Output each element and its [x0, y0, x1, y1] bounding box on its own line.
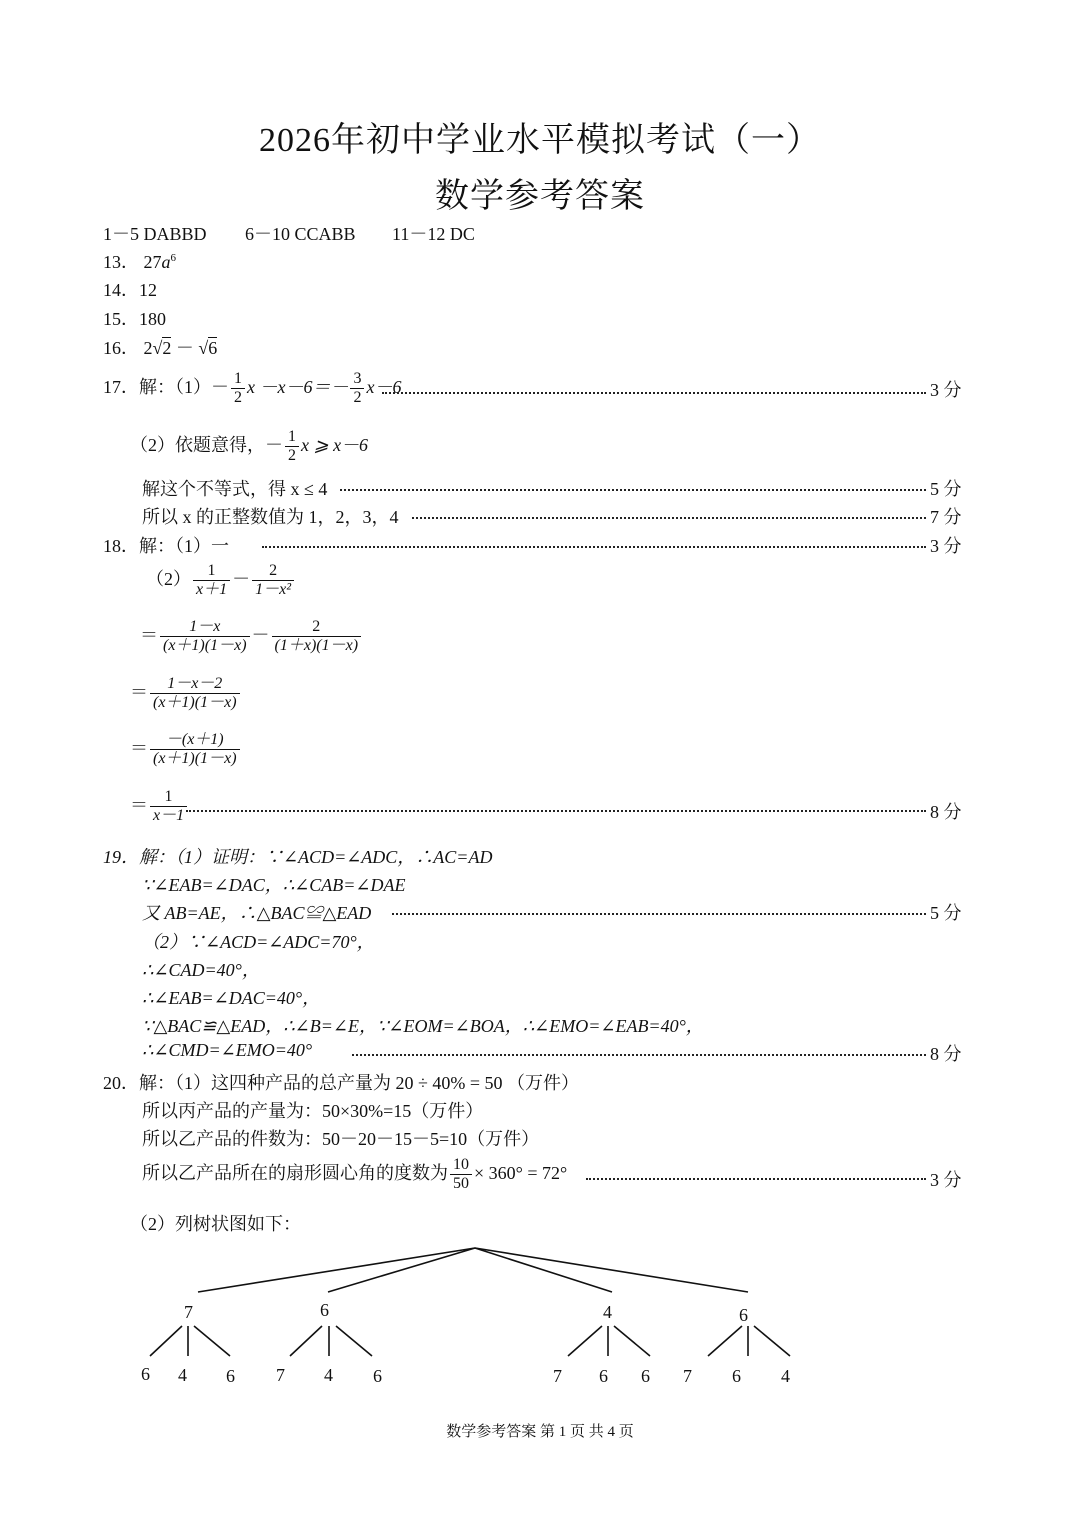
numerator: 2	[272, 618, 362, 637]
q19-line-8: ∴∠CMD=∠EMO=40°	[142, 1040, 313, 1060]
numerator: 1	[193, 562, 230, 581]
q17-expression: x －x－6＝－	[247, 377, 349, 398]
denominator: (1＋x)(1－x)	[274, 637, 359, 655]
q16-coef: 2	[143, 338, 153, 358]
score-label: 7 分	[930, 507, 962, 527]
q16-operator: －	[175, 338, 194, 358]
denominator: 1－x²	[255, 581, 292, 599]
q19-line-4: （2）∵∠ACD=∠ADC=70°，	[142, 932, 375, 952]
denominator: x＋1	[196, 581, 228, 599]
numerator: 10	[450, 1156, 472, 1175]
numerator: 1	[231, 370, 245, 389]
equals-sign: ＝	[130, 738, 148, 759]
equals-sign: ＝	[130, 795, 148, 816]
page-title: 2026年初中学业水平模拟考试（一）	[259, 122, 821, 159]
tree-leaf: 6	[599, 1366, 608, 1386]
tree-leaf: 7	[553, 1366, 562, 1386]
mc-answers-11-12: 11－12 DC	[392, 224, 475, 244]
q19-line-6: ∴∠EAB=∠DAC=40°，	[142, 988, 321, 1008]
tree-root-2: 6	[320, 1300, 329, 1320]
tree-edge	[754, 1326, 790, 1356]
tree-leaf: 4	[324, 1365, 333, 1385]
tree-leaf: 6	[141, 1364, 150, 1384]
q19-line-5: ∴∠CAD=40°，	[142, 960, 260, 980]
q16-number: 16．	[103, 338, 139, 358]
mc-answers-6-10: 6－10 CCABB	[245, 224, 356, 244]
denominator: x－1	[153, 807, 185, 825]
numerator: 1－x－2	[150, 675, 240, 694]
q17-solve-line: 解这个不等式，得 x ≤ 4	[142, 479, 328, 499]
tree-edge	[290, 1326, 322, 1356]
tree-edge	[475, 1248, 748, 1292]
operator: －	[251, 625, 270, 646]
denominator: (x＋1)(1－x)	[153, 694, 237, 712]
tree-leaf: 6	[226, 1366, 235, 1386]
q20-angle-text: 所以乙产品所在的扇形圆心角的度数为	[142, 1163, 448, 1184]
tree-root-3: 4	[603, 1302, 612, 1322]
tree-leaf: 4	[178, 1365, 187, 1385]
q16-radicand-2: 6	[208, 338, 218, 358]
numerator: 1－x	[160, 618, 250, 637]
q13-variable: a	[161, 252, 171, 272]
tree-edge	[194, 1326, 230, 1356]
q20-angle-result: × 360° = 72°	[474, 1163, 568, 1184]
q19-line-2: ∵∠EAB=∠DAC，∴∠CAB=∠DAE	[142, 875, 406, 895]
q13-number: 13．	[103, 252, 139, 272]
equals-sign: ＝	[140, 625, 158, 646]
denominator: 2	[288, 447, 296, 465]
numerator: 3	[350, 370, 364, 389]
q20-tree-caption: （2）列树状图如下：	[130, 1214, 301, 1234]
tree-edge	[328, 1248, 475, 1292]
score-label: 5 分	[930, 903, 962, 923]
tree-leaf: 4	[781, 1366, 790, 1386]
tree-root-1: 7	[184, 1302, 193, 1322]
tree-leaf: 6	[732, 1366, 741, 1386]
denominator: 2	[234, 389, 242, 407]
score-label: 3 分	[930, 536, 962, 556]
tree-edge	[475, 1248, 612, 1292]
q13-coefficient: 27	[143, 252, 162, 272]
tree-edge	[568, 1326, 602, 1356]
score-label: 8 分	[930, 1044, 962, 1064]
denominator: 2	[353, 389, 362, 407]
numerator: 1	[285, 428, 299, 447]
denominator: (x＋1)(1－x)	[163, 637, 247, 655]
page-footer: 数学参考答案 第 1 页 共 4 页	[446, 1424, 634, 1440]
sqrt-sign: √	[198, 338, 209, 358]
q20-line-3: 所以乙产品的件数为：50－20－15－5=10（万件）	[142, 1129, 540, 1149]
q17-expression-tail: x－6	[366, 377, 402, 398]
mc-answers-1-5: 1－5 DABBD	[103, 224, 207, 244]
tree-root-4: 6	[739, 1305, 748, 1325]
numerator: －(x＋1)	[150, 731, 240, 750]
score-label: 5 分	[930, 479, 962, 499]
q18-part1: 18．解：（1）一	[103, 536, 229, 556]
q18-part2-lead: （2）	[146, 569, 191, 590]
numerator: 2	[252, 562, 294, 581]
q17-part2-lead: （2）依题意得，－	[130, 435, 283, 456]
denominator: 50	[453, 1175, 469, 1193]
answer-15: 15．180	[103, 309, 166, 329]
q16-radicand-1: 2	[162, 338, 172, 358]
score-label: 3 分	[930, 380, 962, 400]
denominator: (x＋1)(1－x)	[153, 750, 237, 768]
minus-sign: －	[211, 377, 229, 398]
q19-line-1: 19．解：（1）证明：∵∠ACD=∠ADC，∴AC=AD	[103, 847, 493, 867]
score-label: 8 分	[930, 802, 962, 822]
sqrt-sign: √	[152, 338, 163, 358]
q13-exponent: 6	[170, 252, 176, 264]
q19-line-3: 又 AB=AE，∴△BAC≌△EAD	[142, 903, 372, 923]
tree-leaf: 6	[641, 1366, 650, 1386]
tree-edge	[336, 1326, 372, 1356]
tree-leaf: 6	[373, 1366, 382, 1386]
q17-inequality: x ⩾ x－6	[301, 435, 369, 456]
answer-14: 14．12	[103, 280, 157, 300]
q20-line-2: 所以丙产品的产量为：50×30%=15（万件）	[142, 1101, 484, 1121]
tree-leaf: 7	[683, 1366, 692, 1386]
tree-leaf: 7	[276, 1365, 285, 1385]
operator: －	[232, 569, 251, 590]
q19-line-7: ∵△BAC≌△EAD，∴∠B=∠E，∵∠EOM=∠BOA，∴∠EMO=∠EAB=40°，	[142, 1016, 704, 1036]
equals-sign: ＝	[130, 682, 148, 703]
tree-edge	[708, 1326, 742, 1356]
numerator: 1	[150, 788, 187, 807]
page-subtitle: 数学参考答案	[435, 178, 645, 215]
q20-line-1: 20．解：（1）这四种产品的总产量为 20 ÷ 40% = 50 （万件）	[103, 1073, 580, 1093]
q17-heading: 17．解：（1）	[103, 377, 211, 398]
tree-edge	[614, 1326, 650, 1356]
tree-edge	[150, 1326, 182, 1356]
score-label: 3 分	[930, 1170, 962, 1190]
tree-edge	[198, 1248, 475, 1292]
q17-integer-values: 所以 x 的正整数值为 1，2，3，4	[142, 507, 399, 527]
